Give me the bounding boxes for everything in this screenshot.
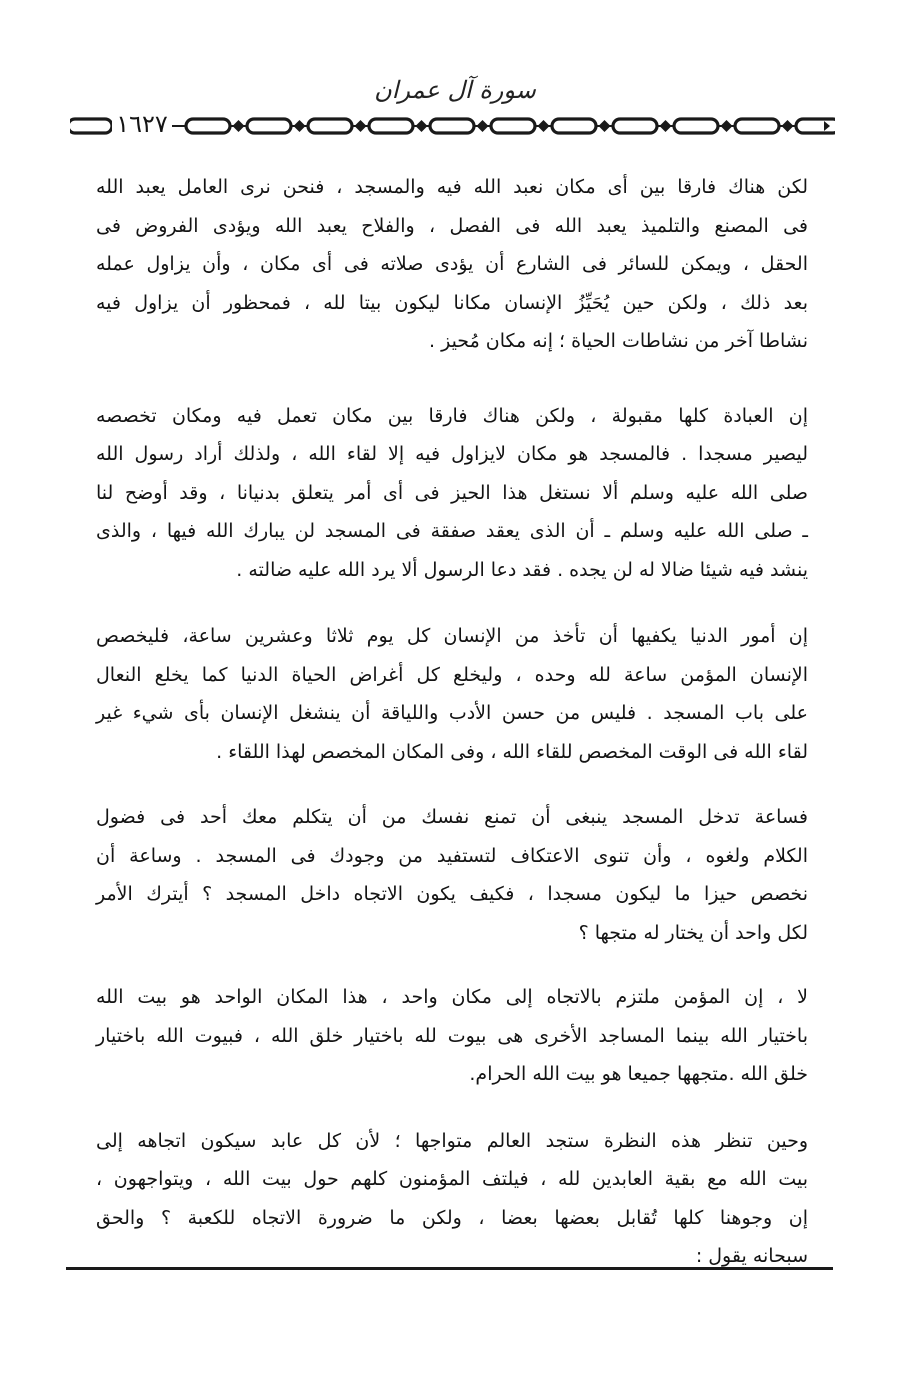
text-line: لقاء الله فى الوقت المخصص للقاء الله ، وفى المكان المخصص لهذا اللقاء . — [216, 740, 808, 763]
text-line: الحقل ، ويمكن للسائر فى الشارع أن يؤدى صلاته فى أى مكان ، وأن يزاول عمله — [96, 253, 808, 275]
ornament-diamond — [477, 120, 489, 132]
text-line: إن العبادة كلها مقبولة ، ولكن هناك فارقا بين مكان تعمل فيه ومكان تخصصه — [96, 404, 808, 427]
ornament-diamond — [721, 120, 733, 132]
text-line: صلى الله عليه وسلم ألا نستغل هذا الحيز فى أى أمر يتعلق بدنيانا ، وقد أوضح لنا — [96, 481, 808, 504]
text-line: لا ، إن المؤمن ملتزم بالاتجاه إلى مكان واحد ، هذا المكان الواحد هو بيت الله — [96, 986, 808, 1008]
ornament-diamond — [416, 120, 428, 132]
ornament-link — [674, 119, 718, 133]
text-line: على باب المسجد . فليس من حسن الأدب واللياقة أن ينشغل الإنسان بأى شيء غير — [96, 702, 808, 724]
ornament-link — [369, 119, 413, 133]
ornament-rule — [70, 112, 835, 140]
text-line: ليصير مسجدا . فالمسجد هو مكان لايزاول فيه إلا لقاء الله ، ولذلك أراد رسول الله — [96, 443, 808, 465]
page-number: ١٦٢٧ — [112, 111, 172, 137]
text-line: نخصص حيزا ما ليكون مسجدا ، فكيف يكون الاتجاه داخل المسجد ؟ أيترك الأمر — [96, 883, 808, 905]
text-line: خلق الله .متجهها جميعا هو بيت الله الحرام. — [469, 1063, 808, 1085]
ornament-diamond — [233, 120, 245, 132]
text-line: لكن هناك فارقا بين أى مكان نعبد الله فيه والمسجد ، فنحن نرى العامل يعبد الله — [96, 176, 808, 198]
ornament-diamond — [294, 120, 306, 132]
ornament-link — [491, 119, 535, 133]
ornament-link — [308, 119, 352, 133]
paragraph-4 — [96, 798, 808, 952]
body-text — [96, 168, 808, 1276]
text-line: نشاطا آخر من نشاطات الحياة ؛ إنه مكان مُحيز . — [429, 330, 808, 352]
text-line: ـ صلى الله عليه وسلم ـ أن الذى يعقد صفقة فى المسجد لن يبارك الله فيها ، والذى — [96, 520, 808, 542]
text-line: بيت الله مع بقية العابدين لله ، فيلتف المؤمنون كلهم حول بيت الله ، ويتواجهون ، — [96, 1168, 808, 1190]
ornament-diamond — [599, 120, 611, 132]
surah-title: سورة آل عمران — [374, 76, 536, 104]
ornament-link — [552, 119, 596, 133]
text-line: لكل واحد أن يختار له متجها ؟ — [578, 921, 808, 944]
text-line: باختيار الله بينما المساجد الأخرى هى بيوت لله باختيار خلق الله ، فبيوت الله باختيار — [96, 1024, 808, 1047]
text-line: ينشد فيه شيئا ضالا له لن يجده . فقد دعا الرسول ألا يرد الله عليه ضالته . — [236, 558, 808, 581]
ornament-link — [430, 119, 474, 133]
text-line: وحين تنظر هذه النظرة ستجد العالم متواجها ؛ لأن كل عابد سيكون اتجاهه إلى — [96, 1129, 808, 1152]
paragraph-5 — [96, 978, 808, 1094]
ornament-link — [186, 119, 230, 133]
text-line: سبحانه يقول : — [695, 1245, 808, 1267]
ornament-diamond — [355, 120, 367, 132]
paragraph-6 — [96, 1122, 808, 1276]
text-line: الكلام ولغوه ، وأن تنوى الاعتكاف لتستفيد من وجودك فى المسجد . وساعة أن — [96, 844, 808, 867]
paragraph-1 — [96, 168, 808, 361]
ornament-diamond — [660, 120, 672, 132]
text-line: فى المصنع والتلميذ يعبد الله فى الفصل ، والفلاح يعبد الله ويؤدى الفروض فى — [96, 214, 808, 237]
paragraph-2 — [96, 397, 808, 590]
footer-rule — [66, 1267, 833, 1270]
ornament-diamond — [538, 120, 550, 132]
text-line: إن أمور الدنيا يكفيها أن تأخذ من الإنسان كل يوم ثلاثا وعشرين ساعة، فليخصص — [96, 625, 808, 647]
ornament-diamond — [782, 120, 794, 132]
ornament-link — [247, 119, 291, 133]
text-line: فساعة تدخل المسجد ينبغى أن تمنع نفسك من أن يتكلم معك أحد فى فضول — [96, 806, 808, 828]
ornament-link — [735, 119, 779, 133]
text-line: بعد ذلك ، ولكن حين يُحَيِّزُ الإنسان مكانا ليكون بيتا لله ، فمحظور أن يزاول فيه — [96, 291, 808, 314]
text-line: إن وجوهنا كلها تُقابل بعضها بعضا ، ولكن ما ضرورة الاتجاه للكعبة ؟ والحق — [96, 1206, 808, 1229]
ornament-link — [70, 119, 112, 133]
text-line: الإنسان المؤمن ساعة لله وحده ، وليخلع كل أغراض الحياة الدنيا كما يخلع النعال — [96, 663, 808, 686]
paragraph-3 — [96, 617, 808, 771]
ornament-link — [613, 119, 657, 133]
